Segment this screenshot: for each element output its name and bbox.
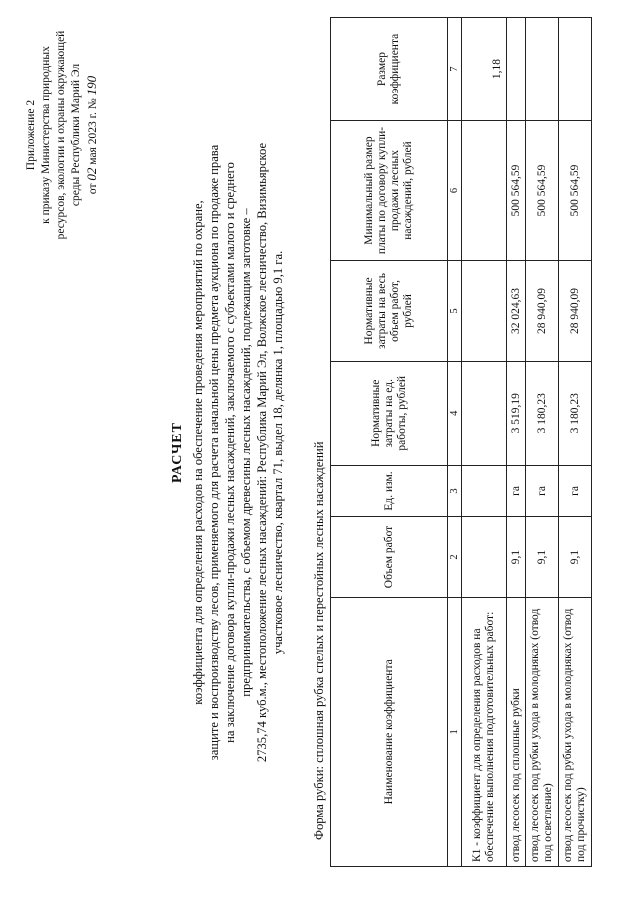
cell-unit-cost: 3 519,19 [507, 361, 526, 465]
cell-name: отвод лесосек под сплошные рубки [507, 597, 526, 866]
calculation-table [330, 17, 592, 867]
table-row [462, 18, 507, 867]
cell-min-payment: 500 564,59 [559, 121, 592, 261]
appendix-line-2: к приказу Министерства природных [40, 46, 52, 224]
col-header-unit-cost: Нормативные затраты на ед. работы, рублей [331, 361, 448, 465]
cell-unit [462, 465, 507, 517]
date-day: 02 [84, 167, 99, 181]
col-header-volume: Объем работ [331, 517, 448, 597]
cell-coefficient [526, 18, 559, 121]
cell-coefficient [559, 18, 592, 121]
cell-volume [462, 517, 507, 597]
col-header-coefficient: Размер коэффициента [331, 18, 448, 121]
cell-name: К1 - коэффициент для определения расходов на обеспечение выполнения подготовительных работ: [462, 597, 507, 866]
table-header-row [331, 18, 448, 867]
cell-total-cost [462, 260, 507, 361]
column-number-row [448, 18, 462, 867]
col-header-unit: Ед. изм. [331, 465, 448, 517]
table-row [526, 18, 559, 867]
appendix-block [24, 25, 101, 245]
cell-volume: 9,1 [559, 517, 592, 597]
cell-min-payment [462, 121, 507, 261]
cell-coefficient [507, 18, 526, 121]
cell-total-cost: 32 024,63 [507, 260, 526, 361]
cell-min-payment: 500 564,59 [526, 121, 559, 261]
intro-line: предпринимательства, с объемом древесины лесных насаждений, подлежащим заготовке – [239, 208, 253, 697]
intro-line: защите и воспроизводству лесов, применяемого для расчета начальной цены предмета аукциона по продаже права [207, 144, 221, 761]
table-row [559, 18, 592, 867]
column-number: 4 [448, 361, 462, 465]
cell-unit: га [526, 465, 559, 517]
cell-unit: га [507, 465, 526, 517]
cell-name: отвод лесосек под рубки ухода в молодняках (отвод под прочистку) [559, 597, 592, 866]
appendix-date [84, 25, 101, 245]
cell-coefficient: 1,18 [462, 18, 507, 121]
cell-volume: 9,1 [526, 517, 559, 597]
column-number: 2 [448, 517, 462, 597]
cell-name: отвод лесосек под рубки ухода в молодняках (отвод под осветление) [526, 597, 559, 866]
cell-total-cost: 28 940,09 [526, 260, 559, 361]
col-header-total-cost: Нормативные затраты на весь объем работ, рублей [331, 260, 448, 361]
column-number: 5 [448, 260, 462, 361]
intro-line: 2735,74 куб.м., местоположение лесных насаждений: Республика Марий Эл, Волжское лесничество, Визимьярское [255, 142, 269, 763]
document-title: РАСЧЕТ [170, 422, 185, 483]
cell-unit-cost: 3 180,23 [526, 361, 559, 465]
cell-total-cost: 28 940,09 [559, 260, 592, 361]
intro-line: на заключение договора купли-продажи лесных насаждений, заключаемого с субъектами малого и среднего [223, 162, 237, 743]
col-header-min-payment: Минимальный размер платы по договору купли-продажи лесных насаждений, рублей [331, 121, 448, 261]
cell-unit-cost [462, 361, 507, 465]
intro-paragraph [190, 40, 286, 865]
appendix-line-1: Приложение 2 [25, 99, 37, 171]
col-header-name: Наименование коэффициента [331, 597, 448, 866]
appendix-line-3: ресурсов, экологии и охраны окружающей [55, 30, 67, 240]
order-number: 190 [84, 75, 99, 96]
date-prefix: от [87, 183, 99, 195]
cell-volume: 9,1 [507, 517, 526, 597]
column-number: 1 [448, 597, 462, 866]
cell-min-payment: 500 564,59 [507, 121, 526, 261]
table-row [507, 18, 526, 867]
appendix-line-4: среды Республики Марий Эл [70, 63, 82, 207]
felling-form-line: Форма рубки: сплошная рубка спелых и перестойных лесных насаждений [312, 441, 326, 840]
intro-line: участковое лесничество, квартал 71, выдел 18, делянка 1, площадью 9,1 га. [271, 250, 285, 655]
column-number: 3 [448, 465, 462, 517]
date-rest: мая 2023 г. № [87, 98, 99, 165]
cell-unit-cost: 3 180,23 [559, 361, 592, 465]
cell-unit: га [559, 465, 592, 517]
intro-line: коэффициента для определения расходов на обеспечение проведения мероприятий по охране, [191, 200, 205, 705]
column-number: 6 [448, 121, 462, 261]
column-number: 7 [448, 18, 462, 121]
